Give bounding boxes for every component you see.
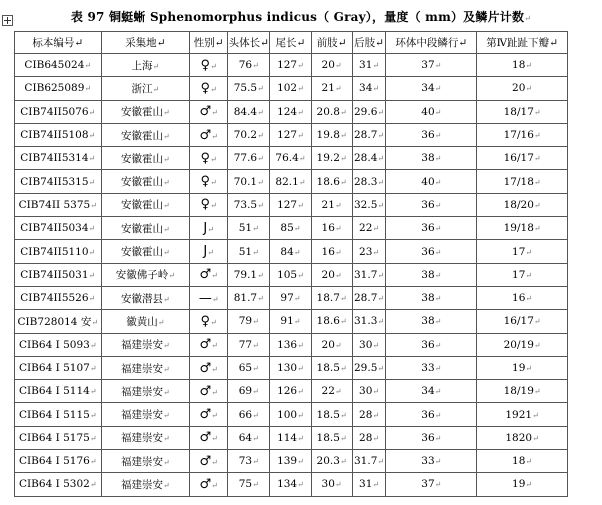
midbody-scales-cell: 36↵ [386,240,477,263]
snout-vent-cell: 81.7↵ [228,286,270,309]
header-sex: 性别↵ [190,32,228,54]
sex-cell: ♂↵ [190,100,228,123]
hindlimb-cell: 31.3↵ [352,310,386,333]
midbody-scales-cell: 33↵ [386,450,477,473]
tail-cell: 130↵ [270,356,311,379]
specimen-no-cell: CIB74II5110↵ [15,240,102,263]
table-row [15,473,568,496]
tail-cell: 84↵ [270,240,311,263]
measurement-table [14,31,568,497]
tail-cell: 127↵ [270,123,311,146]
sex-cell: ♂↵ [190,333,228,356]
specimen-no-cell: CIB64 I 5107↵ [15,356,102,379]
sex-cell: ♀↵ [190,193,228,216]
table-row [15,286,568,309]
header-hindlimb: 后肢↵ [352,32,386,54]
table-row [15,240,568,263]
forelimb-cell: 19.2↵ [311,147,352,170]
hindlimb-cell: 28↵ [352,403,386,426]
midbody-scales-cell: 36↵ [386,123,477,146]
forelimb-cell: 21↵ [311,193,352,216]
toe-lamellae-cell: 1921↵ [477,403,568,426]
table-row [15,217,568,240]
header-forelimb: 前肢↵ [311,32,352,54]
forelimb-cell: 20↵ [311,54,352,77]
forelimb-cell: 18.5↵ [311,426,352,449]
table-row [15,403,568,426]
midbody-scales-cell: 38↵ [386,310,477,333]
sex-cell: ♂↵ [190,123,228,146]
locality-cell: 安徽佛子岭↵ [101,263,190,286]
midbody-scales-cell: 33↵ [386,356,477,379]
header-midbody-scales: 环体中段鳞行↵ [386,32,477,54]
sex-cell: ♂↵ [190,263,228,286]
header-snout-vent: 头体长↵ [228,32,270,54]
toe-lamellae-cell: 17/16↵ [477,123,568,146]
snout-vent-cell: 76↵ [228,54,270,77]
table-row [15,263,568,286]
midbody-scales-cell: 36↵ [386,193,477,216]
specimen-no-cell: CIB74II5108↵ [15,123,102,146]
specimen-no-cell: CIB74II5076↵ [15,100,102,123]
table-row [15,147,568,170]
tail-cell: 136↵ [270,333,311,356]
table-row [15,170,568,193]
specimen-no-cell: CIB74II5034↵ [15,217,102,240]
forelimb-cell: 18.6↵ [311,310,352,333]
sex-cell: ♂↵ [190,356,228,379]
table-row [15,100,568,123]
sex-cell: ♀↵ [190,147,228,170]
header-tail: 尾长↵ [270,32,311,54]
snout-vent-cell: 64↵ [228,426,270,449]
toe-lamellae-cell: 19↵ [477,473,568,496]
toe-lamellae-cell: 18↵ [477,54,568,77]
midbody-scales-cell: 36↵ [386,217,477,240]
tail-cell: 124↵ [270,100,311,123]
specimen-no-cell: CIB74II 5375↵ [15,193,102,216]
specimen-no-cell: CIB645024↵ [15,54,102,77]
locality-cell: 安徽霍山↵ [101,240,190,263]
table-row [15,333,568,356]
sex-cell: ♀↵ [190,310,228,333]
locality-cell: 福建崇安↵ [101,333,190,356]
locality-cell: 安徽潜县↵ [101,286,190,309]
toe-lamellae-cell: 18↵ [477,450,568,473]
midbody-scales-cell: 38↵ [386,263,477,286]
toe-lamellae-cell: 20↵ [477,77,568,100]
midbody-scales-cell: 38↵ [386,286,477,309]
specimen-no-cell: CIB728014 安↵ [15,310,102,333]
toe-lamellae-cell: 16/17↵ [477,147,568,170]
sex-cell: ♂↵ [190,403,228,426]
table-row [15,380,568,403]
toe-lamellae-cell: 16/17↵ [477,310,568,333]
tail-cell: 102↵ [270,77,311,100]
forelimb-cell: 30↵ [311,473,352,496]
hindlimb-cell: 28.7↵ [352,123,386,146]
locality-cell: 福建崇安↵ [101,426,190,449]
hindlimb-cell: 31↵ [352,473,386,496]
locality-cell: 福建崇安↵ [101,473,190,496]
sex-cell: J↵ [190,217,228,240]
locality-cell: 安徽霍山↵ [101,170,190,193]
locality-cell: 安徽霍山↵ [101,217,190,240]
tail-cell: 134↵ [270,473,311,496]
forelimb-cell: 18.6↵ [311,170,352,193]
sex-cell: ♂↵ [190,380,228,403]
toe-lamellae-cell: 20/19↵ [477,333,568,356]
hindlimb-cell: 28.7↵ [352,286,386,309]
toe-lamellae-cell: 18/20↵ [477,193,568,216]
locality-cell: 福建崇安↵ [101,356,190,379]
midbody-scales-cell: 34↵ [386,380,477,403]
specimen-no-cell: CIB64 I 5115↵ [15,403,102,426]
hindlimb-cell: 31.7↵ [352,450,386,473]
forelimb-cell: 20↵ [311,263,352,286]
sex-cell: ♂↵ [190,473,228,496]
snout-vent-cell: 51↵ [228,217,270,240]
midbody-scales-cell: 38↵ [386,147,477,170]
locality-cell: 徽黄山↵ [101,310,190,333]
hindlimb-cell: 31↵ [352,54,386,77]
locality-cell: 福建崇安↵ [101,380,190,403]
forelimb-cell: 20↵ [311,333,352,356]
locality-cell: 安徽霍山↵ [101,100,190,123]
tail-cell: 127↵ [270,54,311,77]
forelimb-cell: 20.8↵ [311,100,352,123]
midbody-scales-cell: 36↵ [386,333,477,356]
hindlimb-cell: 28↵ [352,426,386,449]
table-row [15,77,568,100]
tail-cell: 139↵ [270,450,311,473]
locality-cell: 上海↵ [101,54,190,77]
toe-lamellae-cell: 19↵ [477,356,568,379]
forelimb-cell: 18.5↵ [311,403,352,426]
hindlimb-cell: 29.5↵ [352,356,386,379]
forelimb-cell: 20.3↵ [311,450,352,473]
toe-lamellae-cell: 18/19↵ [477,380,568,403]
forelimb-cell: 19.8↵ [311,123,352,146]
table-row [15,426,568,449]
toe-lamellae-cell: 19/18↵ [477,217,568,240]
hindlimb-cell: 28.4↵ [352,147,386,170]
table-row [15,123,568,146]
forelimb-cell: 18.7↵ [311,286,352,309]
hindlimb-cell: 30↵ [352,380,386,403]
locality-cell: 安徽霍山↵ [101,147,190,170]
snout-vent-cell: 79↵ [228,310,270,333]
hindlimb-cell: 23↵ [352,240,386,263]
sex-cell: ♂↵ [190,450,228,473]
hindlimb-cell: 34↵ [352,77,386,100]
specimen-no-cell: CIB64 I 5175↵ [15,426,102,449]
tail-cell: 82.1↵ [270,170,311,193]
midbody-scales-cell: 37↵ [386,473,477,496]
locality-cell: 安徽霍山↵ [101,193,190,216]
locality-cell: 福建崇安↵ [101,450,190,473]
hindlimb-cell: 29.6↵ [352,100,386,123]
specimen-no-cell: CIB64 I 5093↵ [15,333,102,356]
midbody-scales-cell: 40↵ [386,100,477,123]
table-row [15,356,568,379]
hindlimb-cell: 22↵ [352,217,386,240]
specimen-no-cell: CIB74II5314↵ [15,147,102,170]
forelimb-cell: 16↵ [311,240,352,263]
table-title: 表 97 铜蜓蜥 Sphenomorphus indicus（ Gray），量度（ mm）及鳞片计数↵ [70,10,532,24]
snout-vent-cell: 77.6↵ [228,147,270,170]
table-row [15,54,568,77]
tail-cell: 76.4↵ [270,147,311,170]
hindlimb-cell: 28.3↵ [352,170,386,193]
hindlimb-cell: 30↵ [352,333,386,356]
sex-cell: —↵ [190,286,228,309]
tail-cell: 100↵ [270,403,311,426]
table-row [15,310,568,333]
specimen-no-cell: CIB64 I 5302↵ [15,473,102,496]
midbody-scales-cell: 36↵ [386,426,477,449]
specimen-no-cell: CIB74II5526↵ [15,286,102,309]
tail-cell: 127↵ [270,193,311,216]
header-specimen-no: 标本编号↵ [15,32,102,54]
locality-cell: 福建崇安↵ [101,403,190,426]
locality-cell: 安徽霍山↵ [101,123,190,146]
midbody-scales-cell: 37↵ [386,54,477,77]
specimen-no-cell: CIB74II5315↵ [15,170,102,193]
specimen-no-cell: CIB625089↵ [15,77,102,100]
sex-cell: J↵ [190,240,228,263]
snout-vent-cell: 70.1↵ [228,170,270,193]
toe-lamellae-cell: 17↵ [477,240,568,263]
header-locality: 采集地↵ [101,32,190,54]
sex-cell: ♀↵ [190,77,228,100]
toe-lamellae-cell: 16↵ [477,286,568,309]
snout-vent-cell: 73.5↵ [228,193,270,216]
table-row [15,193,568,216]
forelimb-cell: 21↵ [311,77,352,100]
snout-vent-cell: 79.1↵ [228,263,270,286]
sex-cell: ♀↵ [190,170,228,193]
specimen-no-cell: CIB64 I 5114↵ [15,380,102,403]
specimen-no-cell: CIB64 I 5176↵ [15,450,102,473]
snout-vent-cell: 66↵ [228,403,270,426]
snout-vent-cell: 77↵ [228,333,270,356]
sex-cell: ♂↵ [190,426,228,449]
snout-vent-cell: 73↵ [228,450,270,473]
tail-cell: 105↵ [270,263,311,286]
snout-vent-cell: 75.5↵ [228,77,270,100]
tail-cell: 126↵ [270,380,311,403]
toe-lamellae-cell: 17/18↵ [477,170,568,193]
hindlimb-cell: 31.7↵ [352,263,386,286]
tail-cell: 85↵ [270,217,311,240]
forelimb-cell: 16↵ [311,217,352,240]
midbody-scales-cell: 34↵ [386,77,477,100]
snout-vent-cell: 51↵ [228,240,270,263]
midbody-scales-cell: 40↵ [386,170,477,193]
snout-vent-cell: 70.2↵ [228,123,270,146]
sex-cell: ♀↵ [190,54,228,77]
midbody-scales-cell: 36↵ [386,403,477,426]
header-row [15,32,568,54]
snout-vent-cell: 65↵ [228,356,270,379]
specimen-no-cell: CIB74II5031↵ [15,263,102,286]
tail-cell: 114↵ [270,426,311,449]
locality-cell: 浙江↵ [101,77,190,100]
tail-cell: 97↵ [270,286,311,309]
toe-lamellae-cell: 18/17↵ [477,100,568,123]
forelimb-cell: 22↵ [311,380,352,403]
table-row [15,450,568,473]
snout-vent-cell: 84.4↵ [228,100,270,123]
toe-lamellae-cell: 17↵ [477,263,568,286]
header-toe-lamellae: 第Ⅳ趾趾下瓣↵ [477,32,568,54]
forelimb-cell: 18.5↵ [311,356,352,379]
snout-vent-cell: 69↵ [228,380,270,403]
tail-cell: 91↵ [270,310,311,333]
hindlimb-cell: 32.5↵ [352,193,386,216]
snout-vent-cell: 75↵ [228,473,270,496]
toe-lamellae-cell: 1820↵ [477,426,568,449]
